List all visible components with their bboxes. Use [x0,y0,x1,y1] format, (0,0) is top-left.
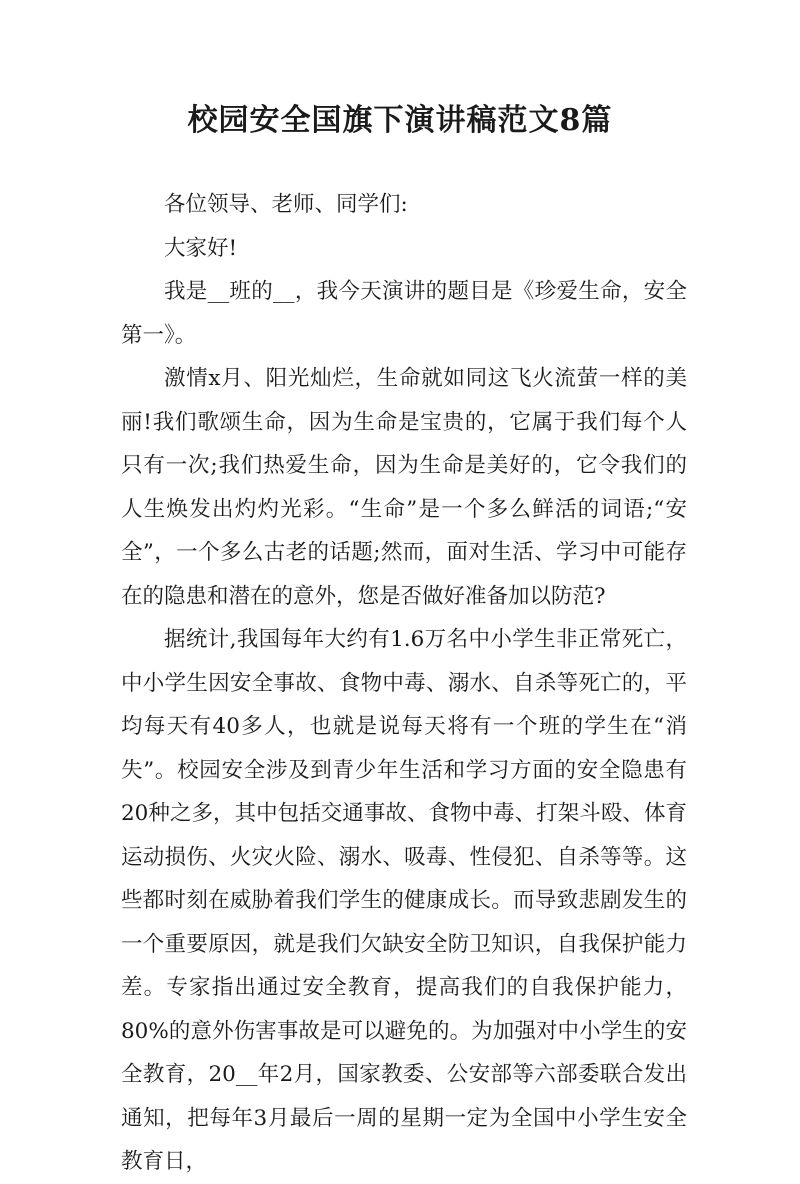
paragraph-life: 激情x月、阳光灿烂，生命就如同这飞火流萤一样的美丽!我们歌颂生命，因为生命是宝贵的，它属于我们每个人只有一次;我们热爱生命，因为生命是美好的，它令我们的人生焕发出灼灼光彩。“生命”是一个多么鲜活的词语;“安全”，一个多么古老的话题;然而，面对生活、学习中可能存在的隐患和潜在的意外，您是否做好准备加以防范? [121,366,687,609]
paragraph-intro: 我是__班的__，我今天演讲的题目是《珍爱生命，安全第一》。 [121,279,687,348]
salutation-line: 各位领导、老师、同学们: [164,192,408,217]
greeting-line: 大家好! [164,235,238,261]
document-title: 校园安全国旗下演讲稿范文8篇 [187,103,613,138]
document-body [121,183,687,1184]
paragraph-statistics: 据统计,我国每年大约有1.6万名中小学生非正常死亡，中小学生因安全事故、食物中毒、溺水、自杀等死亡的，平均每天有40多人，也就是说每天将有一个班的学生在“消失”。校园安全涉及到青少年生活和学习方面的安全隐患有20种之多，其中包括交通事故、食物中毒、打架斗殴、体育运动损伤、火灾火险、溺水、吸毒、性侵犯、自杀等等。这些都时刻在威胁着我们学生的健康成长。而导致悲剧发生的一个重要原因，就是我们欠缺安全防卫知识，自我保护能力差。专家指出通过安全教育，提高我们的自我保护能力，80%的意外伤害事故是可以避免的。为加强对中小学生的安全教育，20__年2月，国家教委、公安部等六部委联合发出通知，把每年3月最后一周的星期一定为全国中小学生安全教育日， [121,627,687,1174]
